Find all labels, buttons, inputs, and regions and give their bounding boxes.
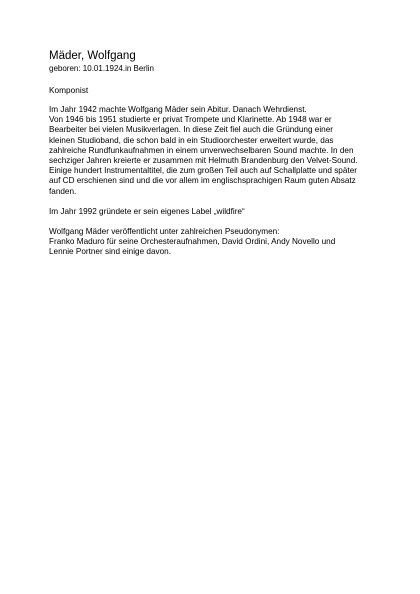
birth-info: geboren: 10.01.1924.in Berlin	[49, 64, 154, 73]
label-paragraph: Im Jahr 1992 gründete er sein eigenes Label „wildfire“	[49, 206, 245, 216]
biography-paragraph: Im Jahr 1942 machte Wolfgang Mäder sein Abitur. Danach Wehrdienst. Von 1946 bis 1951 studierte er privat Trompete und Klarinette. Ab 1948 war er Bearbeiter bei vielen Musikverlagen. In diese Zeit fiel auch die Gründung einer kleinen Studioband, die schon bald in ein Studioorchester erweitert wurde, das zahlreiche Rundfunkaufnahmen in einem unverwechselbaren Sound machte. In den sechziger Jahren kreierte er zusammen mit Helmuth Brandenburg den Velvet-Sound. Einige hundert Instrumentaltitel, die zum großen Teil auch auf Schallplatte und später auf CD erschienen sind und die vor allem im englischsprachigen Raum guten Absatz fanden.	[49, 105, 358, 196]
pseudonyms-paragraph: Wolfgang Mäder veröffentlicht unter zahlreichen Pseudonymen: Franko Maduro für seine Orchesteraufnahmen, David Ordini, Andy Novello und Lennie Portner sind einige davon.	[49, 227, 336, 257]
page-title: Mäder, Wolfgang	[49, 50, 136, 62]
document-page	[49, 49, 389, 258]
profession-label: Komponist	[49, 85, 89, 95]
